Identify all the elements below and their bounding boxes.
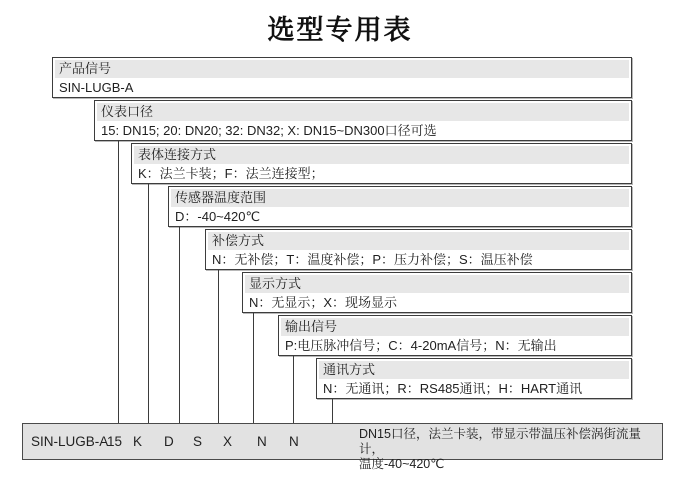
example-model: SIN-LUGB-A bbox=[31, 434, 109, 449]
level-header: 输出信号 bbox=[281, 318, 629, 336]
level-header: 显示方式 bbox=[245, 275, 629, 293]
connector-line bbox=[218, 270, 219, 423]
level-header: 传感器温度范围 bbox=[171, 189, 629, 207]
page-title: 选型专用表 bbox=[267, 15, 413, 45]
example-code-diameter: 15 bbox=[107, 434, 123, 449]
level-header: 产品信号 bbox=[55, 60, 629, 78]
level-header: 表体连接方式 bbox=[134, 146, 629, 164]
example-code-compensation: S bbox=[193, 434, 203, 449]
example-code-output: N bbox=[257, 434, 267, 449]
connector-line bbox=[179, 227, 180, 423]
connector-line bbox=[332, 399, 333, 423]
connector-line bbox=[148, 184, 149, 423]
level-box-compensation bbox=[205, 229, 632, 270]
level-value: N：无补偿；T：温度补偿；P：压力补偿；S：温压补偿 bbox=[212, 252, 533, 267]
example-code-bar bbox=[22, 423, 663, 471]
level-box-display-mode bbox=[242, 272, 632, 313]
example-description-line2: 温度-40~420℃ bbox=[359, 457, 445, 471]
connector-line bbox=[293, 356, 294, 423]
example-code-display: X bbox=[223, 434, 233, 449]
level-value: N：无通讯；R：RS485通讯；H：HART通讯 bbox=[323, 381, 583, 396]
level-value: 15: DN15; 20: DN20; 32: DN32; X: DN15~DN300口径可选 bbox=[101, 123, 437, 138]
level-header: 通讯方式 bbox=[319, 361, 629, 379]
level-value: P:电压脉冲信号；C：4-20mA信号；N：无输出 bbox=[285, 338, 557, 353]
level-box-sensor-temp-range bbox=[168, 186, 632, 227]
level-value: K：法兰卡装；F：法兰连接型； bbox=[138, 166, 324, 181]
level-header: 补偿方式 bbox=[208, 232, 629, 250]
connector-line bbox=[253, 313, 254, 423]
example-description-line1: DN15口径，法兰卡装，带显示带温压补偿涡街流量计， bbox=[359, 427, 641, 456]
level-box-body-connection bbox=[131, 143, 632, 184]
level-box-product-signal bbox=[52, 57, 632, 98]
level-box-meter-diameter bbox=[94, 100, 632, 141]
level-value: D：-40~420℃ bbox=[175, 209, 261, 224]
example-code-communication: N bbox=[289, 434, 299, 449]
connector-line bbox=[118, 141, 119, 423]
level-value: SIN-LUGB-A bbox=[59, 80, 134, 95]
level-header: 仪表口径 bbox=[97, 103, 629, 121]
example-code-connection: K bbox=[133, 434, 143, 449]
example-code-temp-range: D bbox=[164, 434, 174, 449]
level-box-communication bbox=[316, 358, 632, 399]
example-description bbox=[359, 427, 659, 472]
level-value: N：无显示；X：现场显示 bbox=[249, 295, 398, 310]
level-box-output-signal bbox=[278, 315, 632, 356]
